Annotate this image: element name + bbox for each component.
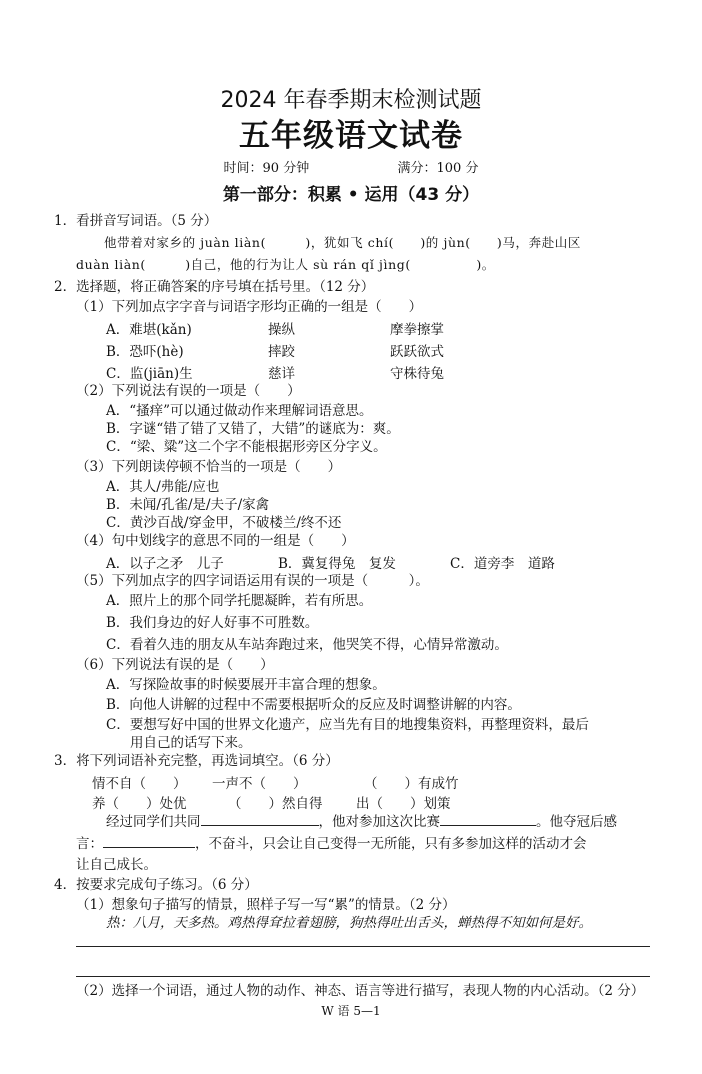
q3-fill-line2 [76, 834, 587, 853]
q2-s6-c1: C．要想写好中国的世界文化遗产，应当先有目的地搜集资料，再整理资料，最后 [106, 717, 589, 733]
q1-stem: 1．看拼音写词语。（5 分） [54, 213, 218, 229]
q2-s2-stem: （2）下列说法有误的一项是（ ） [76, 383, 301, 399]
q3-word-2: 一声不（ ） [212, 776, 307, 792]
q3-stem: 3．将下列词语补充完整，再选词填空。（6 分） [54, 753, 339, 769]
q1-line1: 他带着对家乡的 juàn liàn( )，犹如飞 chí( )的 jùn( )马，奔赴山区 [104, 235, 582, 250]
q3-blank-1[interactable] [201, 812, 319, 826]
q3-blank-2[interactable] [440, 812, 536, 826]
answer-line-1[interactable] [76, 946, 650, 947]
q2-stem: 2．选择题，将正确答案的序号填在括号里。（12 分） [54, 279, 375, 295]
q2-s4-a: A．以子之矛 儿子 [106, 556, 224, 572]
q3-text-c: 。他夺冠后感 [536, 814, 617, 830]
exam-score: 满分：100 分 [397, 161, 479, 176]
q3-fill-line1 [106, 812, 617, 831]
q2-s5-stem: （5）下列加点字的四字词语运用有误的一项是（ ）。 [76, 573, 429, 589]
q3-word-4: 养（ ）处优 [92, 796, 187, 812]
exam-meta [0, 160, 702, 178]
answer-line-2[interactable] [76, 976, 650, 977]
q2-s1-a-3: 摩拳擦掌 [390, 322, 444, 338]
exam-subtitle: 五年级语文试卷 [239, 118, 463, 154]
q2-s6-a: A．写探险故事的时候要展开丰富合理的想象。 [106, 677, 386, 693]
q2-s2-a: A．“搔痒”可以通过做动作来理解词语意思。 [106, 403, 373, 419]
q2-s4-stem: （4）句中划线字的意思不同的一组是（ ） [76, 533, 355, 549]
q3-fill-line3: 让自己成长。 [76, 857, 157, 873]
exam-time: 时间：90 分钟 [223, 161, 310, 176]
q2-s6-stem: （6）下列说法有误的是（ ） [76, 657, 274, 673]
q1-line2: duàn liàn( )自己，他的行为让人 sù rán qǐ jìng( )。 [76, 257, 495, 272]
q2-s3-a: A．其人/弗能/应也 [106, 479, 220, 495]
q3-blank-3[interactable] [103, 834, 195, 848]
q2-s2-b: B．字谜“错了错了又错了，大错”的谜底为：爽。 [106, 421, 400, 437]
q4-s2: （2）选择一个词语，通过人物的动作、神态、语言等进行描写，表现人物的内心活动。（2 分） [76, 983, 645, 999]
q2-s1-b-3: 跃跃欲式 [390, 344, 444, 360]
q3-text-b: ，他对参加这次比赛 [318, 814, 440, 830]
q3-word-1: 情不自（ ） [92, 776, 187, 792]
page-footer: W 语 5—1 [321, 1004, 381, 1018]
q2-s1-b-1: B．恐吓(hè) [106, 344, 184, 360]
q3-word-3: （ ）有成竹 [364, 776, 459, 792]
q2-s6-b: B．向他人讲解的过程中不需要根据听众的反应及时调整讲解的内容。 [106, 697, 521, 713]
q2-s1-c-3: 守株待兔 [390, 366, 444, 382]
q2-s5-c: C．看着久违的朋友从车站奔跑过来，他哭笑不得，心情异常激动。 [106, 637, 508, 653]
q4-s1: （1）想象句子描写的情景，照样子写一写“累”的情景。（2 分） [76, 897, 456, 913]
q2-s3-b: B．未闻/孔雀/是/夫子/家禽 [106, 497, 270, 513]
q3-word-6: 出（ ）划策 [356, 796, 451, 812]
q2-s1-c-1: C．监(jiān)生 [106, 366, 193, 382]
q2-s5-b: B．我们身边的好人好事不可胜数。 [106, 615, 319, 631]
q2-s1-b-2: 摔跤 [268, 344, 295, 360]
q3-text-e: ，不奋斗，只会让自己变得一无所能，只有多参加这样的活动才会 [195, 836, 587, 852]
q2-s2-c: C．“梁、粱”这二个字不能根据形旁区分字义。 [106, 439, 387, 455]
q3-text-d: 言： [76, 836, 103, 852]
q2-s3-stem: （3）下列朗读停顿不恰当的一项是（ ） [76, 459, 342, 475]
q2-s1-stem: （1）下列加点字字音与词语字形均正确的一组是（ ） [76, 299, 423, 315]
q3-word-5: （ ）然自得 [228, 796, 323, 812]
q2-s5-a: A．照片上的那个同学托腮凝眸，若有所思。 [106, 593, 373, 609]
part-heading: 第一部分：积累 • 运用（43 分） [222, 185, 480, 205]
q2-s1-a-1: A．难堪(kǎn) [106, 322, 192, 338]
exam-title: 2024 年春季期末检测试题 [220, 88, 482, 113]
q2-s3-c: C．黄沙百战/穿金甲，不破楼兰/终不还 [106, 515, 342, 531]
q2-s4-c: C．道旁李 道路 [450, 556, 555, 572]
q2-s6-c2: 用自己的话写下来。 [130, 735, 252, 751]
q4-example: 热：八月，天多热。鸡热得耷拉着翅膀，狗热得吐出舌头，蝉热得不知如何是好。 [106, 915, 592, 931]
q3-text-a: 经过同学们共同 [106, 814, 201, 830]
q4-stem: 4．按要求完成句子练习。（6 分） [54, 877, 258, 893]
q2-s1-a-2: 操纵 [268, 322, 295, 338]
q2-s1-c-2: 慈详 [268, 366, 295, 382]
q2-s4-b: B．冀复得兔 复发 [278, 556, 396, 572]
